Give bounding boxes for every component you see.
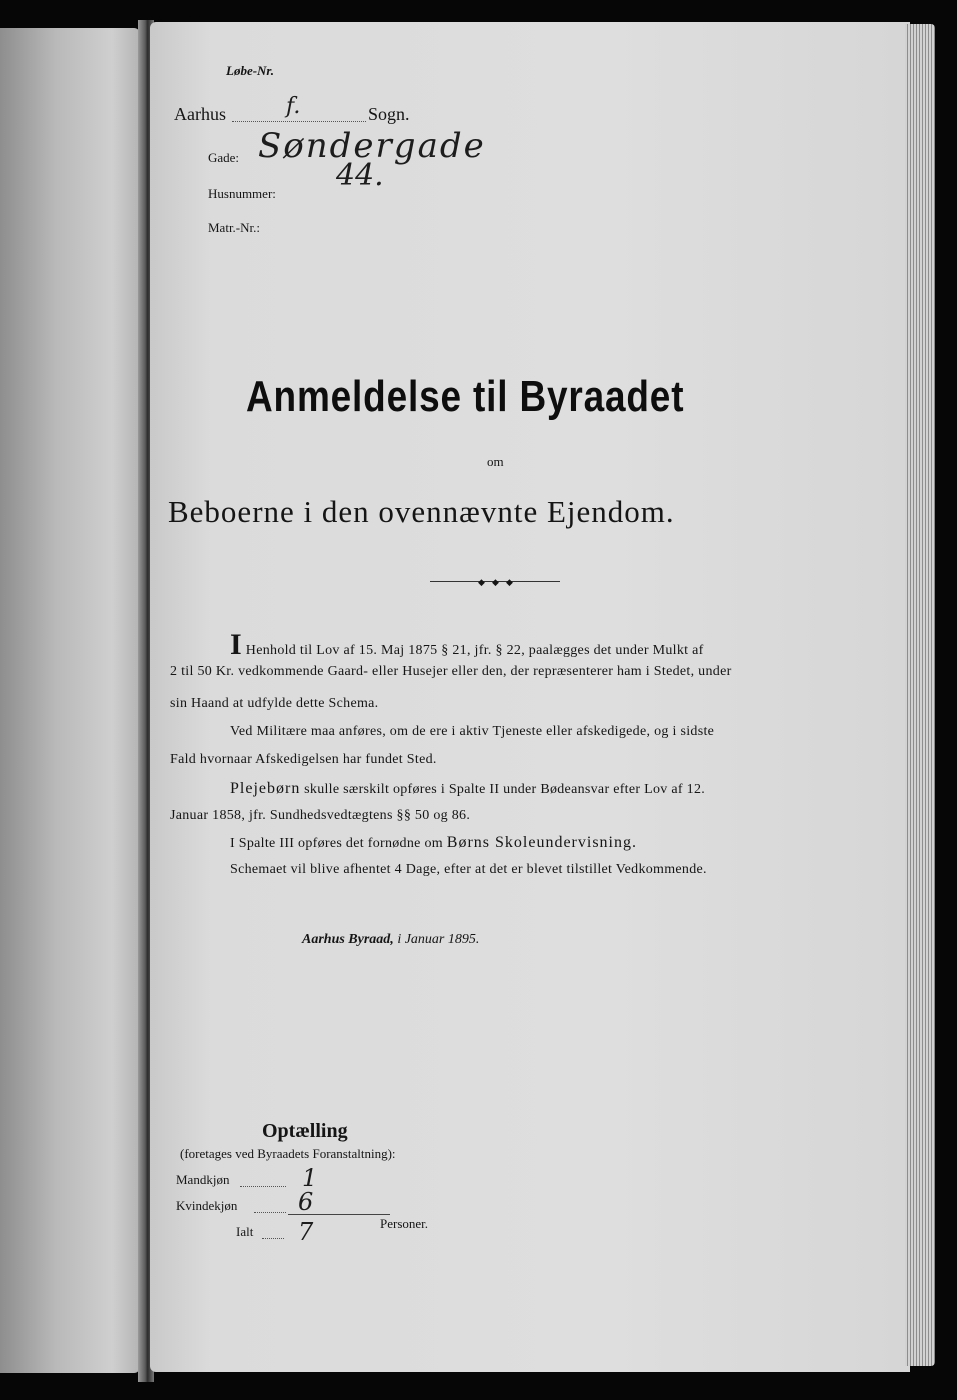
mandkjon-dots <box>240 1186 286 1187</box>
sogn-value: f. <box>286 94 301 119</box>
husnummer-label: Husnummer: <box>208 186 276 201</box>
kvindekjon-value: 6 <box>298 1188 314 1216</box>
paragraph-1-line-3: sin Haand at udfylde dette Schema. <box>170 696 379 711</box>
kvindekjon-dots <box>254 1212 286 1213</box>
signature-prefix: Aarhus Byraad, <box>302 932 394 947</box>
left-page <box>0 28 140 1373</box>
paragraph-3-line-1 <box>230 780 705 798</box>
sogn-label: Sogn. <box>368 104 410 124</box>
ornament-dot: ◆ <box>492 577 499 587</box>
p4-start: I Spalte III opføres det fornødne om <box>230 836 443 851</box>
signature-date: i Januar 1895. <box>397 932 480 947</box>
signature <box>302 932 479 948</box>
gade-label: Gade: <box>208 150 240 165</box>
sum-line <box>288 1214 390 1215</box>
personer-label: Personer. <box>380 1216 429 1231</box>
om-text: om <box>487 454 504 469</box>
gade-value: Søndergade <box>258 126 486 166</box>
ialt-dots <box>262 1238 284 1239</box>
page-edges <box>905 24 935 1366</box>
aarhus-label: Aarhus <box>174 104 226 124</box>
p4-emphasis: Børns Skoleundervisning. <box>446 834 637 851</box>
count-subheading: (foretages ved Byraadets Foranstaltning): <box>180 1146 396 1161</box>
p1-line1-text: Henhold til Lov af 15. Maj 1875 § 21, jfr. § 22, paalægges det under Mulkt af <box>245 643 704 658</box>
ialt-label: Ialt <box>236 1224 254 1239</box>
paragraph-4 <box>230 834 637 852</box>
ornament-dot: ◆ <box>478 577 485 587</box>
sogn-line <box>232 121 366 122</box>
document-subtitle: Beboerne i den ovennævnte Ejendom. <box>168 494 675 529</box>
plejeborn-word: Plejebørn <box>230 780 301 797</box>
ialt-value: 7 <box>298 1218 314 1246</box>
drop-cap: I <box>230 628 242 661</box>
ornament-dot: ◆ <box>506 577 513 587</box>
husnummer-value: 44. <box>336 158 384 193</box>
lobe-nr-label: Løbe-Nr. <box>226 63 275 78</box>
paragraph-2-line-2: Fald hvornaar Afskedigelsen har fundet Sted. <box>170 752 437 767</box>
p3-line1-rest: skulle særskilt opføres i Spalte II under Bødeansvar efter Lov af 12. <box>304 782 706 797</box>
paragraph-3-line-2: Januar 1858, jfr. Sundhedsvedtægtens §§ 50 og 86. <box>170 808 471 823</box>
mandkjon-label: Mandkjøn <box>176 1172 230 1187</box>
paragraph-1-line-2: 2 til 50 Kr. vedkommende Gaard- eller Husejer eller den, der repræsenterer ham i Stedet, under <box>170 664 732 679</box>
count-heading: Optælling <box>262 1120 348 1142</box>
mandkjon-value: 1 <box>302 1164 318 1192</box>
document-title: Anmeldelse til Byraadet <box>246 372 685 421</box>
paragraph-5: Schemaet vil blive afhentet 4 Dage, efter at det er blevet tilstillet Vedkommende. <box>230 862 707 877</box>
kvindekjon-label: Kvindekjøn <box>176 1198 238 1213</box>
matr-label: Matr.-Nr.: <box>208 220 260 235</box>
paragraph-2-line-1: Ved Militære maa anføres, om de ere i aktiv Tjeneste eller afskedigede, og i sidste <box>230 724 715 739</box>
paragraph-1-line-1 <box>230 630 704 660</box>
